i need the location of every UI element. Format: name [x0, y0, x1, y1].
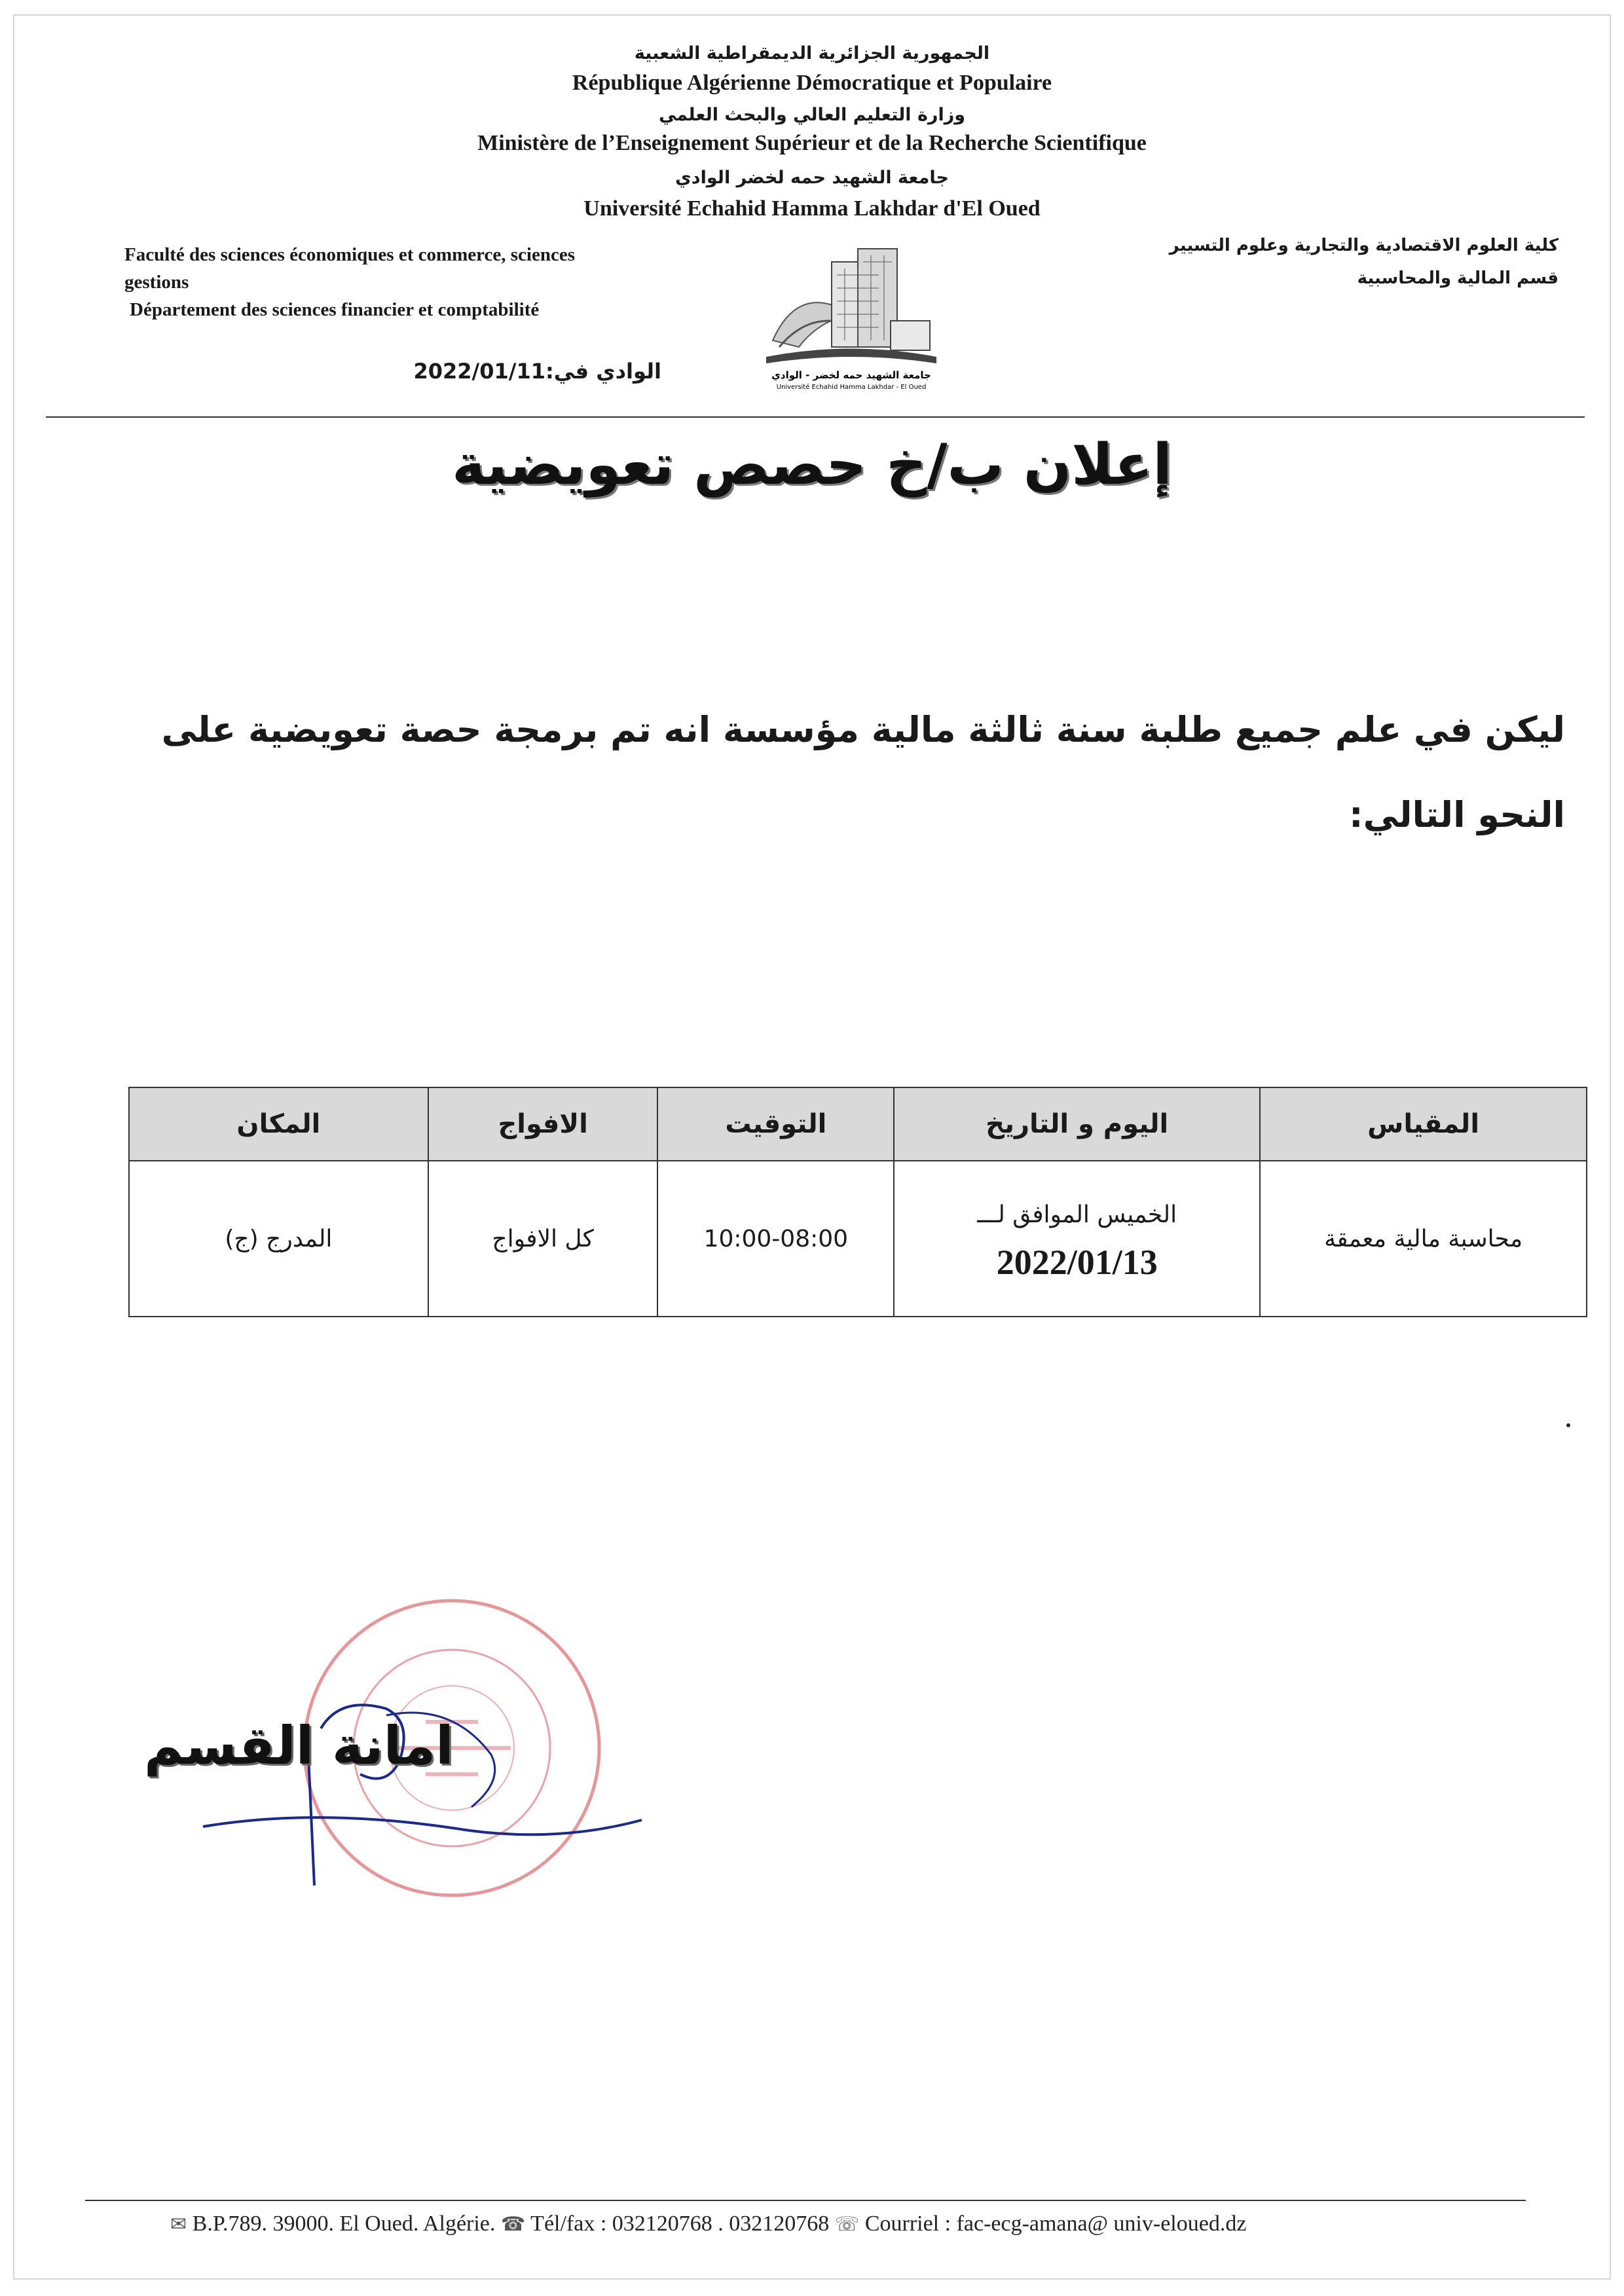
- republic-fr: République Algérienne Démocratique et Populaire: [572, 71, 1052, 95]
- ministry-ar: وزارة التعليم العالي والبحث العلمي: [658, 105, 966, 125]
- logo-caption-fr: Université Echahid Hamma Lakhdar - El Oued: [776, 384, 927, 391]
- header-groups: الافواج: [428, 1087, 658, 1161]
- signature-label: امانة القسم: [144, 1715, 454, 1776]
- envelope-icon: ✉: [170, 2213, 187, 2236]
- header-place: المكان: [129, 1087, 428, 1161]
- cell-time: 10:00-08:00: [657, 1161, 894, 1317]
- cell-module: محاسبة مالية معمقة: [1260, 1161, 1587, 1317]
- ministry-fr: Ministère de l’Enseignement Supérieur et de la Recherche Scientifique: [477, 131, 1147, 155]
- schedule-table: [128, 1087, 1587, 1317]
- department-fr: Département des sciences financier et comptabilité: [130, 299, 540, 320]
- announcement-title: إعلان ب/خ حصص تعويضية: [452, 432, 1172, 498]
- footer-phone: Tél/fax : 032120768 . 032120768: [530, 2212, 830, 2236]
- announcement-body: ليكن في علم جميع طلبة سنة ثالثة مالية مؤسسة انه تم برمجة حصة تعويضية على النحو التالي:: [161, 709, 1565, 835]
- table-row: [129, 1161, 1587, 1317]
- faculty-ar: كلية العلوم الاقتصادية والتجارية وعلوم التسيير: [1169, 236, 1559, 255]
- university-fr: Université Echahid Hamma Lakhdar d'El Oued: [583, 196, 1041, 221]
- republic-ar: الجمهورية الجزائرية الديمقراطية الشعبية: [634, 43, 990, 64]
- header-divider: [46, 416, 1585, 418]
- header-time: التوقيت: [657, 1087, 894, 1161]
- footer-divider: [85, 2200, 1526, 2201]
- faculty-ar-block: [1100, 229, 1559, 295]
- issue-date: الوادي في:2022/01/11: [413, 359, 661, 384]
- footer: [170, 2212, 1545, 2236]
- phone-icon: ☎: [500, 2213, 526, 2236]
- header-day-date: اليوم و التاريخ: [894, 1087, 1260, 1161]
- faculty-fr-line1: Faculté des sciences économiques et commerce, sciences: [124, 244, 575, 265]
- cell-groups: كل الافواج: [428, 1161, 658, 1317]
- stray-dot: [1566, 1423, 1570, 1427]
- faculty-fr-line2: gestions: [124, 272, 189, 293]
- footer-address: B.P.789. 39000. El Oued. Algérie.: [192, 2212, 496, 2236]
- table-header-row: [129, 1087, 1587, 1161]
- cell-day-date: [894, 1161, 1260, 1317]
- cell-place: المدرج (ج): [129, 1161, 428, 1317]
- footer-email: Courriel : fac-ecg-amana@ univ-eloued.dz: [864, 2212, 1247, 2236]
- cell-day-line1: الخميس الموافق لـــ: [977, 1201, 1177, 1228]
- cell-day-line2: 2022/01/13: [996, 1243, 1158, 1282]
- university-ar: جامعة الشهيد حمه لخضر الوادي: [675, 168, 949, 188]
- logo-caption-ar: جامعة الشهيد حمه لخضر - الوادي: [771, 369, 931, 381]
- faculty-fr-block: [124, 241, 753, 323]
- university-logo: [760, 242, 943, 393]
- fax-icon: ☏: [834, 2213, 860, 2236]
- department-ar: قسم المالية والمحاسبية: [1357, 268, 1559, 288]
- signature-scrawl: [190, 1676, 648, 1892]
- header-module: المقياس: [1260, 1087, 1587, 1161]
